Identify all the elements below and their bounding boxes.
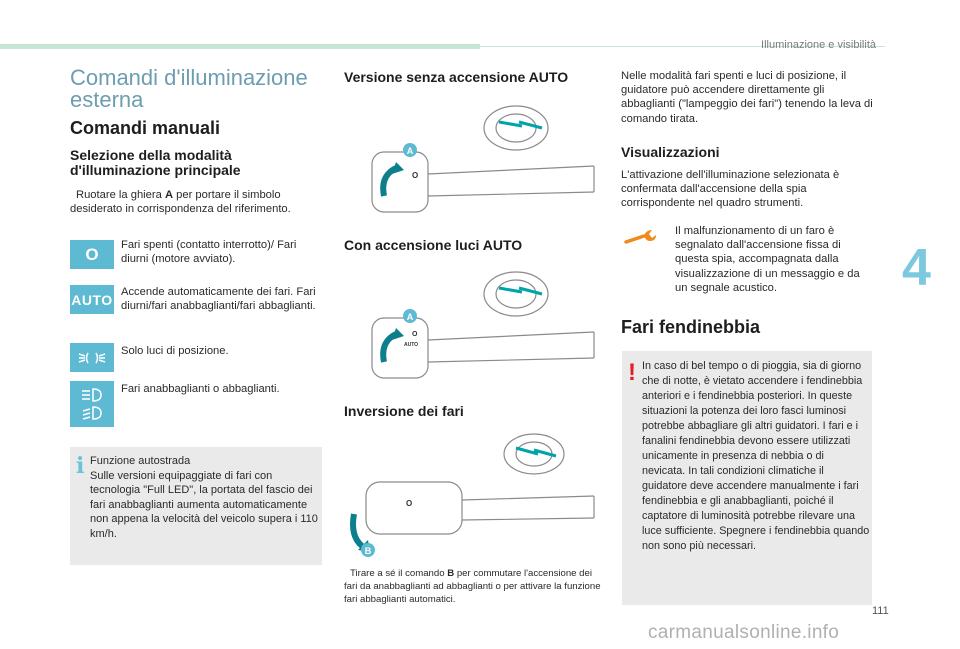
position-lights-icon — [70, 343, 114, 372]
subtitle-manual-controls: Comandi manuali — [70, 118, 221, 138]
label-o-auto: O — [412, 331, 418, 338]
chapter-title: Illuminazione e visibilità — [761, 39, 876, 51]
heading-without-auto: Versione senza accensione AUTO — [344, 69, 569, 85]
mode-headlights-text: Fari anabbaglianti o abbaglianti. — [121, 383, 280, 395]
info-box-highway — [70, 447, 322, 565]
header-bar — [0, 44, 480, 49]
caption-pull-b: Tirare a sé il comando B per commutare l'accensione dei fari da anabbaglianti ad abbaglianti o per attivare la funzione fari abbaglianti automatici. — [344, 568, 601, 605]
label-a-auto: A — [406, 312, 414, 322]
off-mode-icon: O — [70, 240, 114, 269]
label-o: O — [412, 171, 419, 180]
label-b: B — [364, 546, 372, 556]
instruction-ring-a: Ruotare la ghiera A per portare il simbolo desiderato in corrispondenza del riferimento. — [70, 189, 291, 216]
label-a: A — [406, 146, 414, 156]
section-main-lighting: Selezione della modalità d'illuminazione principale — [70, 147, 241, 178]
page-number: 111 — [872, 605, 889, 617]
malfunction-text: Il malfunzionamento di un faro è segnalato dall'accensione fissa di questa spia, accompagnata dalla visualizzazione di un messaggio e da un segnale acustico. — [675, 225, 860, 294]
headlights-icon — [70, 381, 114, 427]
stalk-diagram-inversion — [344, 424, 602, 560]
stalk-diagram-no-auto — [344, 92, 602, 222]
label-o-inversion: O — [406, 499, 413, 508]
heading-inversion: Inversione dei fari — [344, 403, 464, 419]
warning-icon: ! — [628, 359, 636, 386]
mode-position-text: Solo luci di posizione. — [121, 345, 229, 357]
warning-box-fog — [622, 351, 872, 605]
chapter-number: 4 — [902, 239, 931, 297]
info-body: Sulle versioni equipaggiate di fari con tecnologia "Full LED", la portata del fascio dei fari anabbaglianti aumenta automaticamente non appena la velocità del veicolo supera i 110 km/h. — [90, 469, 318, 540]
stalk-diagram-auto — [344, 258, 602, 388]
auto-mode-icon: AUTO — [70, 285, 114, 314]
heading-visualizations: Visualizzazioni — [621, 144, 720, 160]
watermark: carmanualsonline.info — [648, 622, 840, 643]
fog-warning-text: In caso di bel tempo o di pioggia, sia di giorno che di notte, è vietato accendere i fendinebbia anteriori e i fendinebbia posteriori. In queste situazioni la potenza dei loro fasci luminosi potrebbe abbagliare gli altri guidatori. I fari e i fanalini fendinebbia devono essere utilizzati unicamente in presenza di nebbia o di nevicata. In tali condizioni climatiche il guidatore deve accendere manualmente i fari fendinebbia e gli anabbaglianti, poiché il captatore di luminosità potrebbe rilevare una luce sufficiente. Spegnere i fendinebbia quando non sono più necessari. — [642, 360, 870, 552]
visual-text: L'attivazione dell'illuminazione selezionata è confermata dall'accensione della spia corrispondente nel quadro strumenti. — [621, 169, 840, 210]
heading-fog-lights: Fari fendinebbia — [621, 317, 761, 337]
intro-flash-text: Nelle modalità fari spenti e luci di posizione, il guidatore può accendere direttamente gli abbaglianti ("lampeggio dei fari") tenendo la leva di comando tirata. — [621, 70, 873, 125]
page-title: Comandi d'illuminazione esterna — [70, 65, 308, 112]
mode-auto-text: Accende automaticamente dei fari. Fari diurni/fari anabbaglianti/fari abbaglianti. — [121, 286, 316, 313]
wrench-icon — [622, 228, 662, 248]
info-icon: i — [76, 453, 85, 479]
info-title: Funzione autostrada — [90, 455, 191, 467]
heading-with-auto: Con accensione luci AUTO — [344, 237, 523, 253]
label-auto: AUTO — [404, 342, 419, 348]
mode-off-text: Fari spenti (contatto interrotto)/ Fari diurni (motore avviato). — [121, 239, 297, 266]
